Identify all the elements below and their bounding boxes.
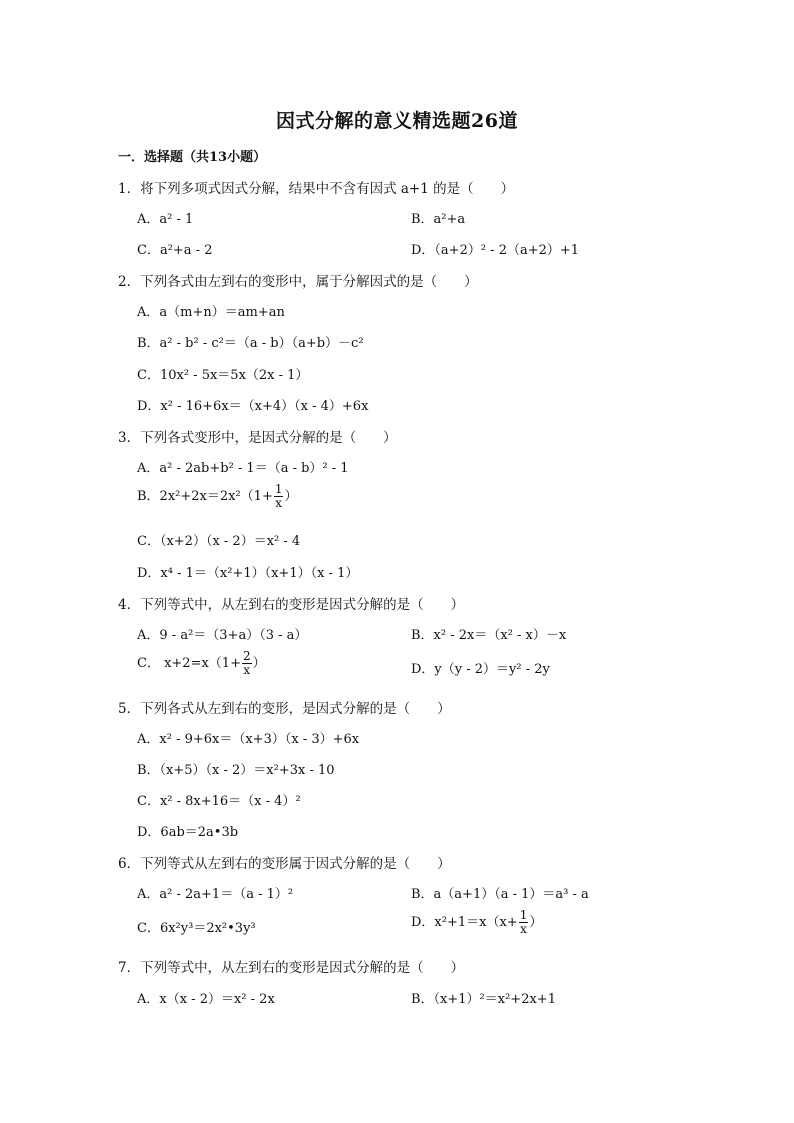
question-3-option-b-suffix: ） [284,489,298,504]
question-5-stem: 5．下列各式从左到右的变形，是因式分解的是（ ） [118,701,451,717]
question-7-option-b: B．（x+1）²＝x²+2x+1 [411,992,556,1007]
question-6-option-d-suffix: ） [529,915,543,930]
question-3-option-a: A．a² - 2ab+b² - 1＝（a - b）² - 1 [137,461,349,476]
question-5-option-b: B．（x+5）（x - 2）＝x²+3x - 10 [137,763,335,778]
question-3-stem: 3．下列各式变形中，是因式分解的是（ ） [118,430,397,446]
fraction [242,650,252,677]
question-6-stem: 6．下列等式从左到右的变形属于因式分解的是（ ） [118,856,451,872]
question-4-option-d: D．y（y - 2）＝y² - 2y [411,662,550,677]
fraction-numerator: 1 [519,908,528,922]
question-1-option-d: D．（a+2）² - 2（a+2）+1 [411,243,580,258]
fraction-numerator: 2 [242,649,251,663]
question-3-option-b [137,483,298,510]
question-4-option-c-suffix: ） [252,656,266,671]
question-5-option-a: A．x² - 9+6x＝（x+3）（x - 3）+6x [137,732,360,747]
question-2-option-b: B．a² - b² - c²＝（a - b）（a+b）－c² [137,336,364,351]
question-4-stem: 4．下列等式中，从左到右的变形是因式分解的是（ ） [118,597,465,613]
question-4-option-c [137,650,266,677]
question-6-option-b: B．a（a+1）（a - 1）＝a³ - a [411,887,589,902]
fraction-numerator: 1 [274,482,283,496]
question-6-option-c: C．6x²y³＝2x²•3y³ [137,921,256,936]
question-4-option-a: A．9 - a²＝（3+a）（3 - a） [137,628,308,643]
question-3-option-d: D．x⁴ - 1＝（x²+1）（x+1）（x - 1） [137,566,359,581]
document-title: 因式分解的意义精选题26道 [276,110,518,132]
question-1-option-a: A．a² - 1 [137,212,194,227]
question-2-option-c: C．10x² - 5x＝5x（2x - 1） [137,368,309,383]
question-1-stem: 1．将下列多项式因式分解，结果中不含有因式 a+1 的是（ ） [118,181,515,197]
question-2-option-a: A．a（m+n）＝am+an [137,305,285,320]
fraction [274,483,284,510]
question-3-option-c: C．（x+2）（x - 2）＝x² - 4 [137,534,301,549]
question-5-option-c: C．x² - 8x+16＝（x - 4）² [137,794,301,809]
question-2-option-d: D．x² - 16+6x＝（x+4）（x - 4）+6x [137,399,369,414]
section-heading: 一．选择题（共13小题） [118,150,267,165]
question-4-option-c-prefix: C． x+2=x（1+ [137,656,241,671]
question-7-option-a: A．x（x - 2）＝x² - 2x [137,992,275,1007]
question-6-option-d-prefix: D．x²+1＝x（x+ [411,915,518,930]
question-2-stem: 2．下列各式由左到右的变形中，属于分解因式的是（ ） [118,274,478,290]
fraction [519,909,529,936]
question-3-option-b-prefix: B．2x²+2x＝2x²（1+ [137,489,273,504]
fraction-denominator: x [520,922,527,936]
fraction-denominator: x [275,496,283,510]
question-1-option-b: B．a²+a [411,212,466,227]
question-1-option-c: C．a²+a - 2 [137,243,213,258]
fraction-denominator: x [243,663,251,677]
question-5-option-d: D．6ab＝2a•3b [137,825,239,840]
question-6-option-d [411,909,542,936]
question-7-stem: 7．下列等式中，从左到右的变形是因式分解的是（ ） [118,960,465,976]
question-4-option-b: B．x² - 2x＝（x² - x）－x [411,628,567,643]
question-6-option-a: A．a² - 2a+1＝（a - 1）² [137,887,294,902]
